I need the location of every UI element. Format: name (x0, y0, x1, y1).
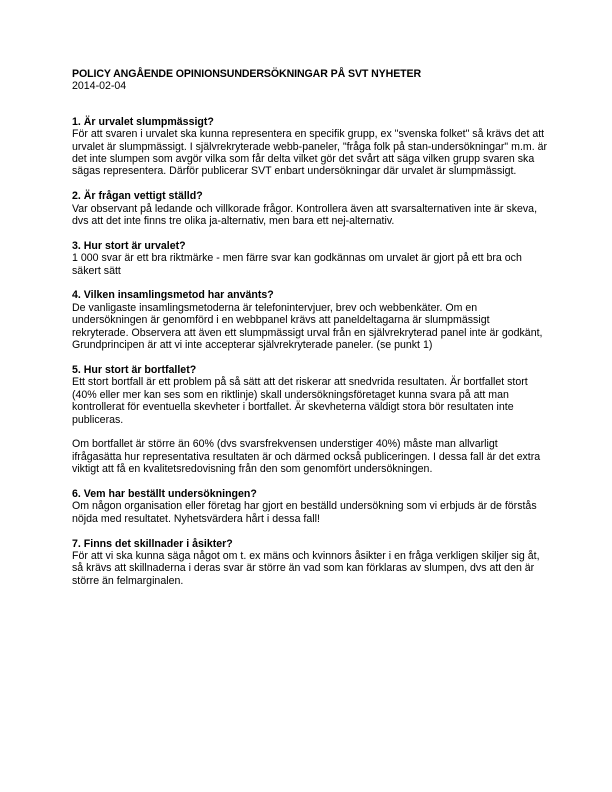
section-body (72, 376, 548, 475)
section-body (72, 252, 548, 277)
section-2 (72, 190, 548, 227)
paragraph: För att vi ska kunna säga något om t. ex mäns och kvinnors åsikter i en fråga verkligen skiljer sig åt, så krävs att skillnaderna i deras svar är större än vad som kan förklaras av slumpen, dvs att den är större än felmarginalen. (72, 549, 540, 587)
section-6 (72, 488, 548, 525)
section-1 (72, 116, 548, 178)
paragraph: 1 000 svar är ett bra riktmärke - men färre svar kan godkännas om urvalet är gjort på ett bra och säkert sätt (72, 252, 522, 277)
section-heading: 3. Hur stort är urvalet? (72, 239, 186, 252)
section-body (72, 203, 548, 228)
paragraph: Var observant på ledande och villkorade frågor. Kontrollera även att svarsalternativen inte är skeva, dvs att det inte finns tre olika ja-alternativ, men bara ett nej-alternativ. (72, 202, 538, 228)
section-7 (72, 538, 548, 588)
section-body (72, 500, 548, 525)
section-heading: 7. Finns det skillnader i åsikter? (72, 537, 233, 550)
section-heading: 5. Hur stort är bortfallet? (72, 363, 197, 376)
section-heading: 1. Är urvalet slumpmässigt? (72, 115, 214, 128)
paragraph: Om bortfallet är större än 60% (dvs svarsfrekvensen understiger 40%) måste man allvarligt ifrågasätta hur representativa resultaten är och därmed också publiceringen. I dessa fall är det extra viktigt att få en kvalitetsredovisning från den som genomfört undersökningen. (72, 438, 541, 476)
paragraph: För att svaren i urvalet ska kunna representera en specifik grupp, ex "svenska folket" så krävs det att urvalet är slumpmässigt. I självrekryterade webb-paneler, "fråga folk på stan-undersökningar" m.m. är det inte slumpen som avgör vilka som får delta vilket gör det svårt att säga vilken grupp svaren ska sägas representera. Därför publicerar SVT enbart undersökningar där urvalet är slumpmässigt. (72, 128, 548, 178)
section-body (72, 550, 548, 587)
document-page (72, 68, 548, 600)
section-3 (72, 240, 548, 277)
section-heading: 2. Är frågan vettigt ställd? (72, 190, 203, 203)
section-4 (72, 289, 548, 351)
document-title: POLICY ANGÅENDE OPINIONSUNDERSÖKNINGAR PÅ SVT NYHETER (72, 68, 422, 80)
section-body (72, 302, 548, 352)
section-body (72, 128, 548, 178)
paragraph: Ett stort bortfall är ett problem på så sätt att det riskerar att snedvrida resultaten. Är bortfallet stort (40% eller mer kan ses som en riktlinje) skall undersökningsföretaget kunna svara på att man kontrollerat för eventuella skevheter i bortfallet. Är skevheterna väldigt stora bör resultaten inte publiceras. (72, 376, 528, 426)
paragraph: De vanligaste insamlingsmetoderna är telefonintervjuer, brev och webbenkäter. Om en undersökningen är genomförd i en webbpanel krävs att paneldeltagarna är slumpmässigt rekryterade. Observera att även ett slumpmässigt urval från en självrekryterad panel inte är godkänt, Grundprincipen är att vi inte accepterar självrekryterade paneler. (se punkt 1) (72, 301, 543, 352)
section-heading: 6. Vem har beställt undersökningen? (72, 487, 257, 500)
document-date: 2014-02-04 (72, 80, 127, 93)
section-5 (72, 364, 548, 476)
paragraph: Om någon organisation eller företag har gjort en beställd undersökning som vi erbjuds är de förstås nöjda med resultatet. Nyhetsvärdera hårt i dessa fall! (72, 500, 537, 525)
section-heading: 4. Vilken insamlingsmetod har använts? (72, 289, 274, 302)
